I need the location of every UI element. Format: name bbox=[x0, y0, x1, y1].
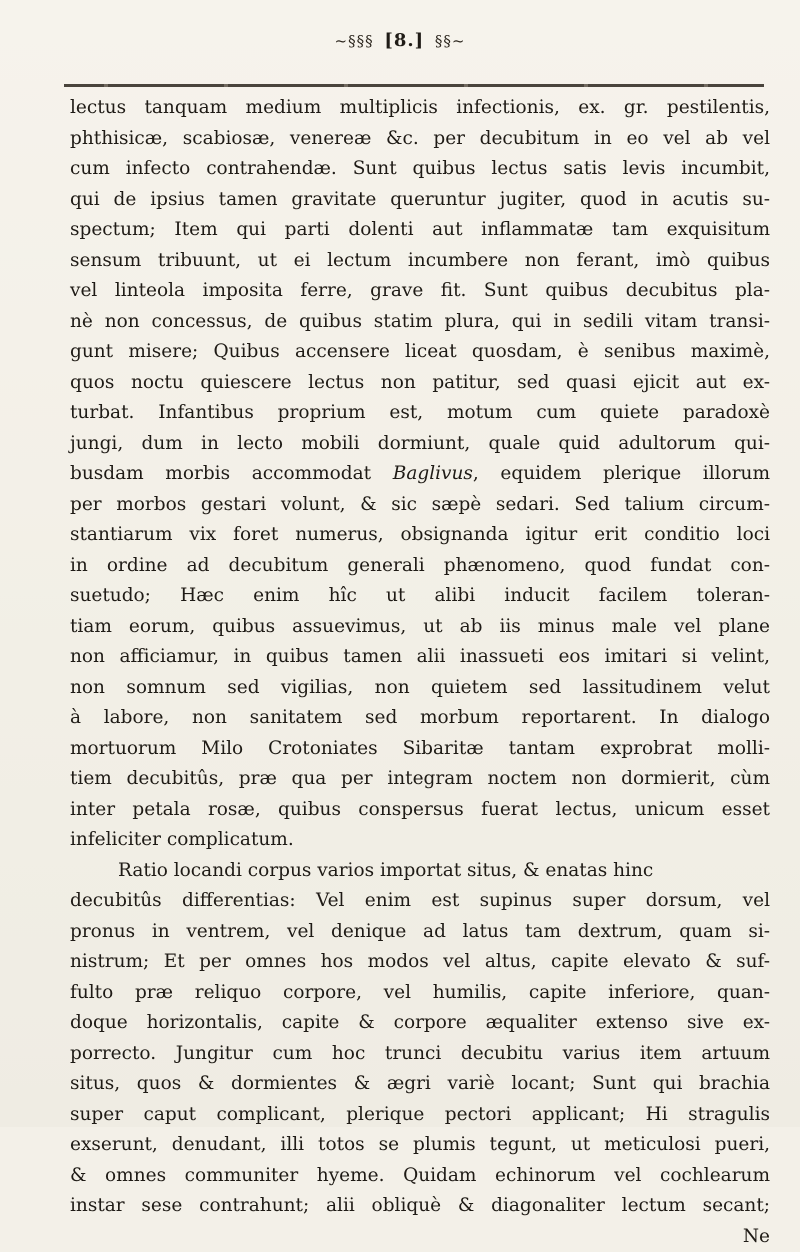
header-rule bbox=[64, 84, 764, 87]
header-ornament-left: ~§§§ bbox=[335, 32, 374, 50]
text-line: vel linteola imposita ferre, grave fit. Sunt quibus decubitus pla- bbox=[70, 276, 770, 307]
text-line: tiem decubitûs, præ qua per integram noctem non dormierit, cùm bbox=[70, 764, 770, 795]
text-line: turbat. Infantibus proprium est, motum cum quiete paradoxè bbox=[70, 398, 770, 429]
text-line: non somnum sed vigilias, non quietem sed lassitudinem velut bbox=[70, 673, 770, 704]
text-line: spectum; Item qui parti dolenti aut inflammatæ tam exquisitum bbox=[70, 215, 770, 246]
text-line: Ratio locandi corpus varios importat situs, & enatas hinc bbox=[70, 856, 770, 887]
text-line: nistrum; Et per omnes hos modos vel altus, capite elevato & suf- bbox=[70, 947, 770, 978]
text-line: lectus tanquam medium multiplicis infectionis, ex. gr. pestilentis, bbox=[70, 93, 770, 124]
header-ornament-right: §§~ bbox=[435, 32, 466, 50]
text-line: à labore, non sanitatem sed morbum reportarent. In dialogo bbox=[70, 703, 770, 734]
text-line: fulto præ reliquo corpore, vel humilis, capite inferiore, quan- bbox=[70, 978, 770, 1009]
text-line: & omnes communiter hyeme. Quidam echinorum vel cochlearum bbox=[70, 1161, 770, 1192]
text-line: gunt misere; Quibus accensere liceat quosdam, è senibus maximè, bbox=[70, 337, 770, 368]
text-line: per morbos gestari volunt, & sic sæpè sedari. Sed talium circum- bbox=[70, 490, 770, 521]
text-line: busdam morbis accommodat Baglivus, equidem plerique illorum bbox=[70, 459, 770, 490]
text-line: situs, quos & dormientes & ægri variè locant; Sunt qui brachia bbox=[70, 1069, 770, 1100]
italic-name: Baglivus bbox=[393, 463, 473, 484]
text-line: jungi, dum in lecto mobili dormiunt, quale quid adultorum qui- bbox=[70, 429, 770, 460]
text-line: qui de ipsius tamen gravitate queruntur jugiter, quod in acutis su- bbox=[70, 185, 770, 216]
text-line: instar sese contrahunt; alii obliquè & diagonaliter lectum secant; bbox=[70, 1191, 770, 1222]
text-line: doque horizontalis, capite & corpore æqualiter extenso sive ex- bbox=[70, 1008, 770, 1039]
text-line: tiam eorum, quibus assuevimus, ut ab iis minus male vel plane bbox=[70, 612, 770, 643]
text-line: infeliciter complicatum. bbox=[70, 825, 770, 856]
text-line: phthisicæ, scabiosæ, venereæ &c. per decubitum in eo vel ab vel bbox=[70, 124, 770, 155]
catchword: Ne bbox=[70, 1222, 770, 1252]
text-line: decubitûs differentias: Vel enim est supinus super dorsum, vel bbox=[70, 886, 770, 917]
text-line: super caput complicant, plerique pectori applicant; Hi stragulis bbox=[70, 1100, 770, 1131]
text-line: porrecto. Jungitur cum hoc trunci decubitu varius item artuum bbox=[70, 1039, 770, 1070]
text-line: in ordine ad decubitum generali phænomeno, quod fundat con- bbox=[70, 551, 770, 582]
body-text bbox=[70, 93, 770, 1252]
text-line: exserunt, denudant, illi totos se plumis tegunt, ut meticulosi pueri, bbox=[70, 1130, 770, 1161]
page-number: [8.] bbox=[384, 30, 424, 51]
page-header bbox=[0, 30, 800, 51]
text-line: stantiarum vix foret numerus, obsignanda igitur erit conditio loci bbox=[70, 520, 770, 551]
text-line: cum infecto contrahendæ. Sunt quibus lectus satis levis incumbit, bbox=[70, 154, 770, 185]
text-line: mortuorum Milo Crotoniates Sibaritæ tantam exprobrat molli- bbox=[70, 734, 770, 765]
text-line: inter petala rosæ, quibus conspersus fuerat lectus, unicum esset bbox=[70, 795, 770, 826]
text-line: pronus in ventrem, vel denique ad latus tam dextrum, quam si- bbox=[70, 917, 770, 948]
text-line: non afficiamur, in quibus tamen alii inassueti eos imitari si velint, bbox=[70, 642, 770, 673]
text-line: nè non concessus, de quibus statim plura, qui in sedili vitam transi- bbox=[70, 307, 770, 338]
text-line: suetudo; Hæc enim hîc ut alibi inducit facilem toleran- bbox=[70, 581, 770, 612]
text-line: quos noctu quiescere lectus non patitur, sed quasi ejicit aut ex- bbox=[70, 368, 770, 399]
text-line: sensum tribuunt, ut ei lectum incumbere non ferant, imò quibus bbox=[70, 246, 770, 277]
